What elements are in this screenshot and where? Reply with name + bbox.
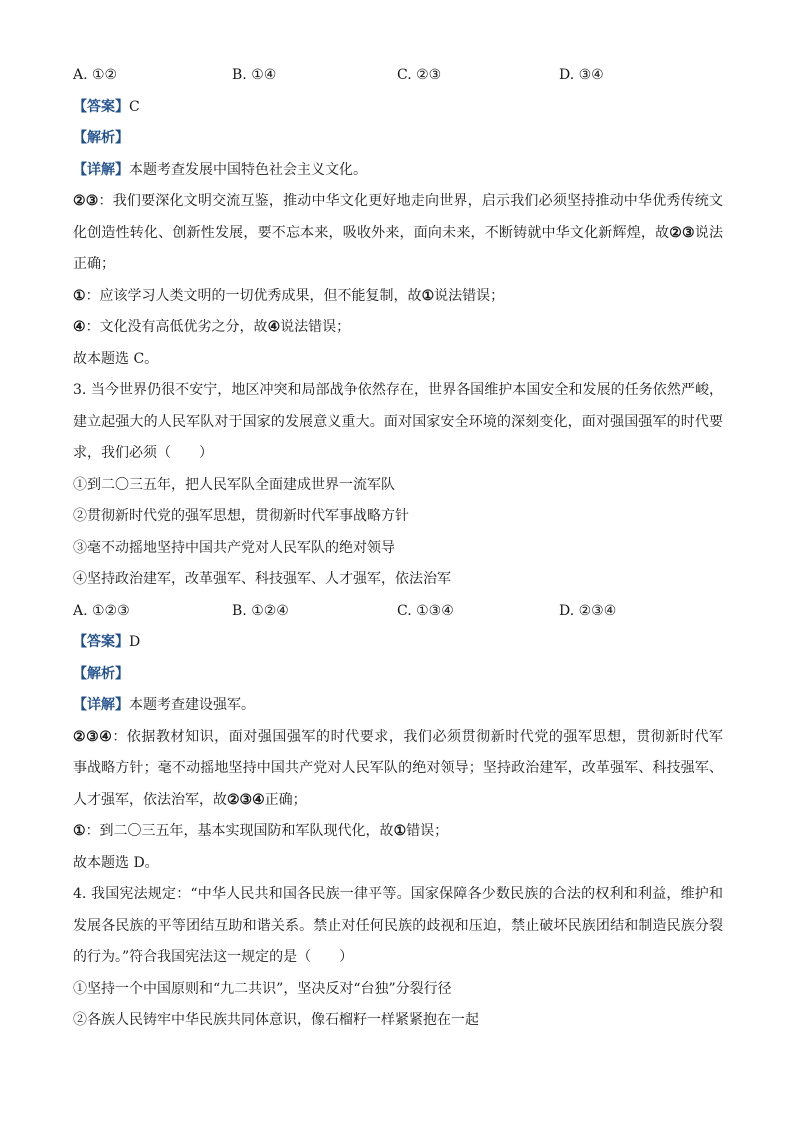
text-span: 正确； — [264, 791, 307, 808]
option-marker: ②③ — [669, 224, 695, 241]
q3-item-4: ④坚持政治建军，改革强军、科技强军、人才强军，依法治军 — [73, 571, 451, 587]
q3-item-2: ②贯彻新时代党的强军思想，贯彻新时代军事战略方针 — [73, 508, 409, 524]
answer-value: C — [129, 98, 140, 115]
text-line: 发展各民族的平等团结互助和谐关系。禁止对任何民族的歧视和压迫，禁止破坏民族团结和制造民族分裂 — [73, 917, 723, 934]
option-marker: ②③④ — [73, 728, 113, 745]
option-marker: ②③④ — [227, 791, 265, 808]
q2-options — [73, 60, 723, 92]
option-marker: ① — [421, 287, 435, 304]
text-span: 错误； — [406, 823, 449, 839]
text-span: 说法 — [694, 224, 723, 241]
text-line — [73, 785, 723, 817]
q2-option-d: D. ③④ — [559, 67, 604, 83]
text-span: ：应该学习人类文明的一切优秀成果，但不能复制，故 — [85, 287, 422, 304]
q2-detail — [73, 155, 723, 187]
text-line: 4. 我国宪法规定：“中华人民共和国各民族一律平等。国家保障各少数民族的合法的权利和利益，维护和 — [73, 886, 723, 902]
analysis-tag: 【解析】 — [73, 130, 129, 146]
q3-option-a: A. ①②③ — [73, 602, 130, 619]
detail-tag: 【详解】 — [73, 161, 129, 178]
answer-value: D — [129, 634, 141, 650]
q3-analysis-heading — [73, 659, 723, 691]
text-line — [73, 722, 723, 754]
q2-option-b: B. ①④ — [232, 67, 277, 83]
q3-explanation-2 — [73, 816, 723, 848]
q3-conclusion: 故本题选 D。 — [73, 854, 159, 871]
text-line: 求，我们必须（ ） — [73, 445, 213, 461]
text-line: 3. 当今世界仍很不安宁，地区冲突和局部战争依然存在，世界各国维护本国安全和发展的任务依然严峻， — [73, 382, 723, 398]
detail-text: 本题考查建设强军。 — [129, 697, 255, 713]
q2-analysis-heading — [73, 123, 723, 155]
analysis-tag: 【解析】 — [73, 665, 129, 682]
q2-explanation-2 — [73, 281, 723, 313]
text-span: ：依据教材知识，面对强国强军的时代要求，我们必须贯彻新时代党的强军思想，贯彻新时代军 — [112, 728, 723, 745]
detail-text: 本题考查发展中国特色社会主义文化。 — [129, 161, 367, 178]
text-line: 的行为。”符合我国宪法这一规定的是（ ） — [73, 949, 354, 965]
q4-item-2: ②各族人民铸牢中华民族共同体意识，像石榴籽一样紧紧抱在一起 — [73, 1012, 479, 1028]
option-marker: ① — [393, 823, 407, 839]
text-span: 人才强军，依法治军，故 — [73, 791, 227, 808]
text-span: 说法错误； — [280, 319, 351, 335]
q2-explanation-3 — [73, 312, 723, 344]
text-line — [73, 218, 723, 250]
text-span: ：到二〇三五年，基本实现国防和军队现代化，故 — [85, 823, 394, 839]
q2-conclusion: 故本题选 C。 — [73, 350, 159, 367]
detail-tag: 【详解】 — [73, 697, 129, 713]
q3-stem — [73, 375, 723, 470]
text-span: 化创造性转化、创新性发展，要不忘本来，吸收外来，面向未来，不断铸就中华文化新辉煌，故 — [73, 224, 670, 241]
q2-option-a: A. ①② — [73, 67, 118, 83]
text-span: ：文化没有高低优劣之分，故 — [85, 319, 268, 335]
answer-tag: 【答案】 — [73, 634, 129, 650]
q3-explanation-1 — [73, 722, 723, 817]
q3-options — [73, 596, 723, 628]
text-span: ：我们要深化文明交流互鉴，推动中华文化更好地走向世界，启示我们必须坚持推动中华优秀传统文 — [98, 193, 723, 209]
text-line: 正确； — [73, 256, 115, 272]
q2-option-c: C. ②③ — [397, 67, 442, 83]
q3-item-1: ①到二〇三五年，把人民军队全面建成世界一流军队 — [73, 476, 395, 493]
document-page — [73, 60, 723, 1037]
q3-detail — [73, 690, 723, 722]
q3-option-b: B. ①②④ — [232, 602, 289, 619]
q3-item-3: ③毫不动摇地坚持中国共产党对人民军队的绝对领导 — [73, 539, 395, 556]
option-marker: ②③ — [73, 193, 99, 209]
text-line: 建立起强大的人民军队对于国家的发展意义重大。面对国家安全环境的深刻变化，面对强国强军的时代要 — [73, 413, 723, 430]
q4-item-1: ①坚持一个中国原则和“九二共识”，坚决反对“台独”分裂行径 — [73, 980, 452, 997]
q3-option-c: C. ①③④ — [397, 602, 454, 619]
option-marker: ④ — [73, 319, 86, 335]
q2-explanation-1 — [73, 186, 723, 281]
q4-stem — [73, 879, 723, 974]
q2-answer — [73, 92, 723, 124]
option-marker: ① — [73, 287, 86, 304]
option-marker: ① — [73, 823, 86, 839]
answer-tag: 【答案】 — [73, 98, 129, 115]
text-line — [73, 186, 723, 218]
q3-option-d: D. ②③④ — [559, 602, 617, 619]
text-span: 说法错误； — [434, 287, 505, 304]
option-marker: ④ — [267, 319, 281, 335]
q3-answer — [73, 627, 723, 659]
text-line: 事战略方针；毫不动摇地坚持中国共产党对人民军队的绝对领导；坚持政治建军，改革强军、科技强军、 — [73, 760, 723, 776]
